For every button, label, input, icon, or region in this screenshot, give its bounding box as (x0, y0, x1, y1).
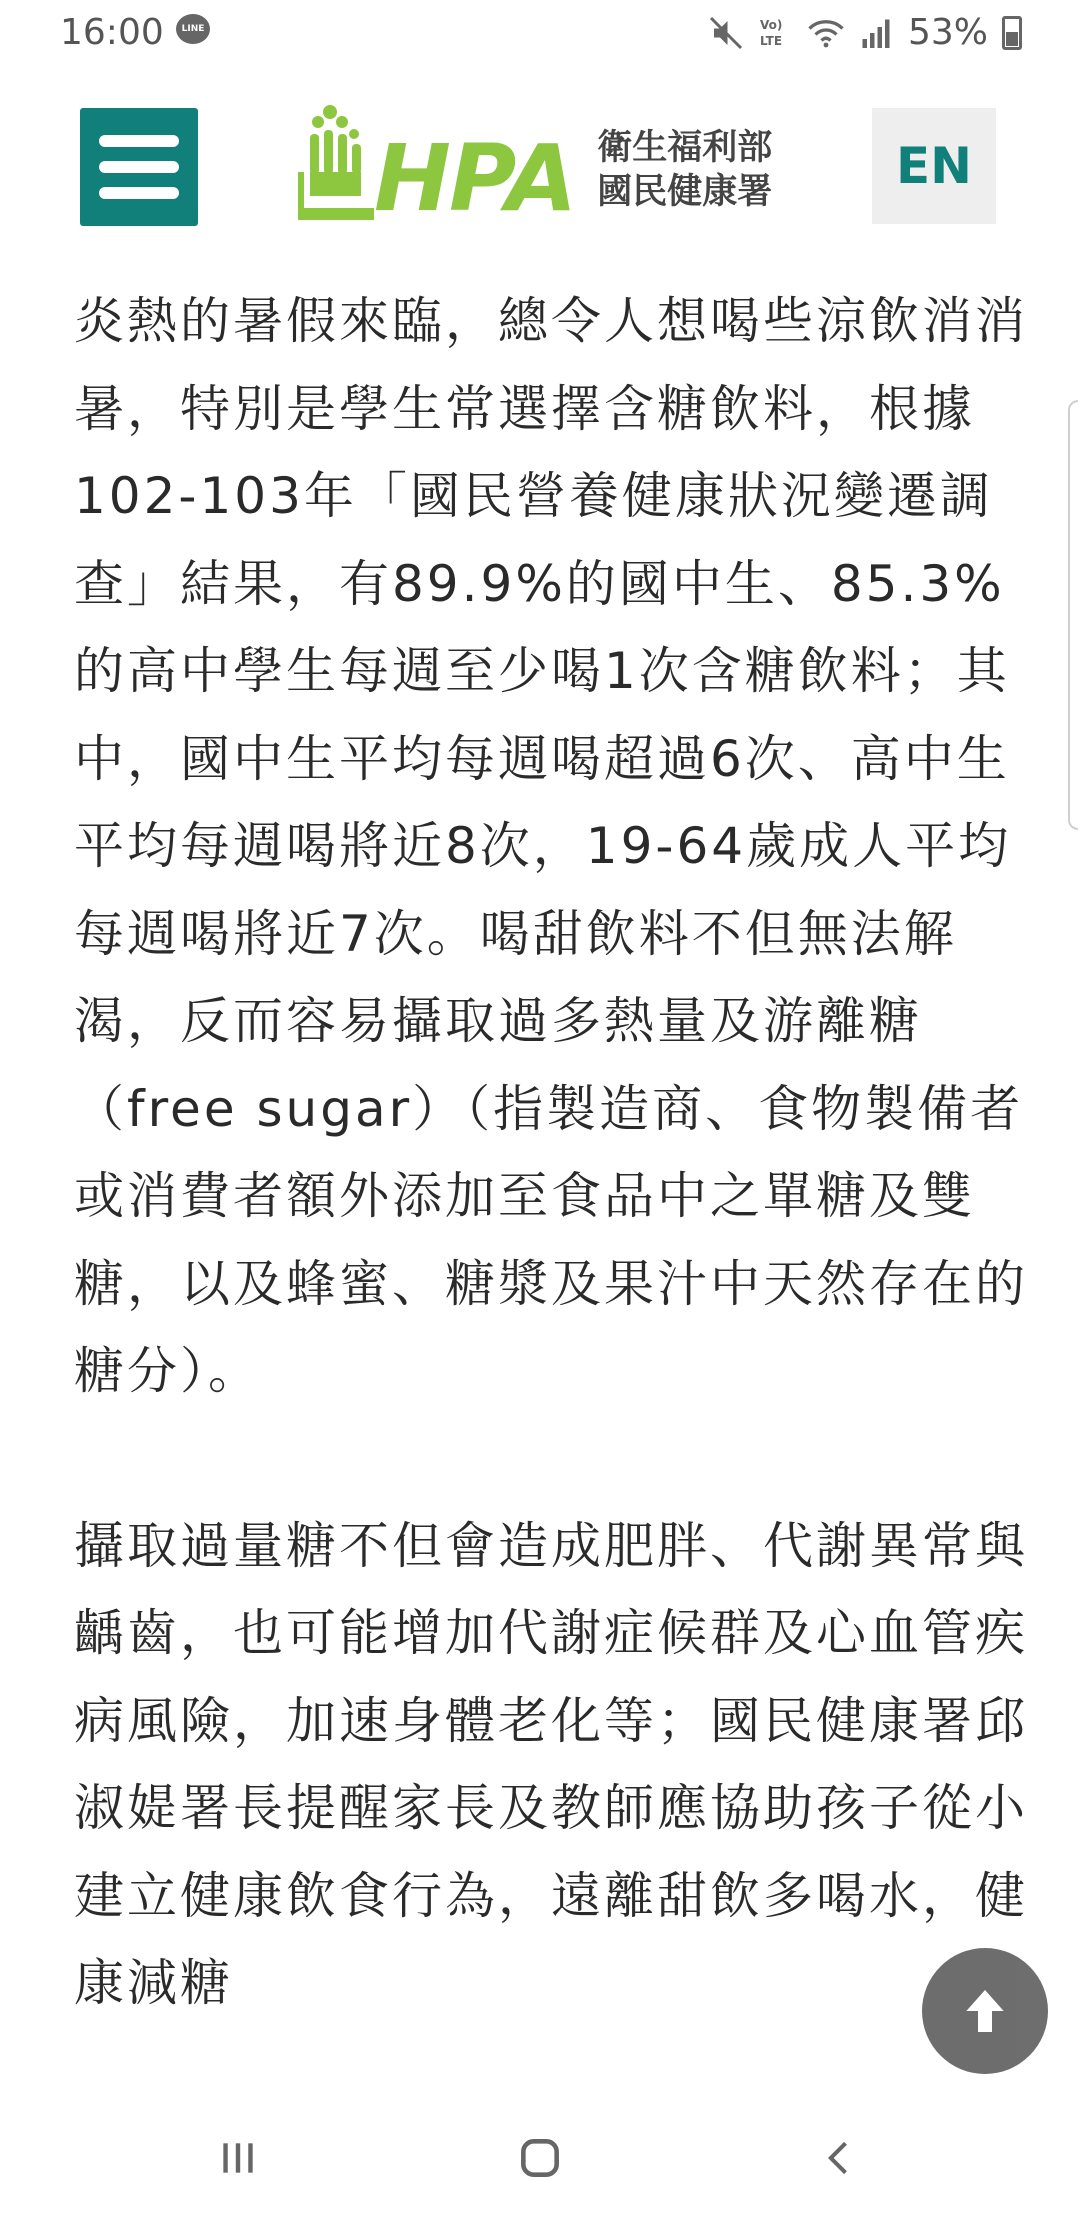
status-time: 16:00 (60, 12, 164, 53)
volte-icon (758, 15, 794, 51)
article-paragraph: 攝取過量糖不但會造成肥胖、代謝異常與齲齒，也可能增加代謝症候群及心血管疾病風險，加速身體老化等；國民健康署邱淑媞署長提醒家長及教師應協助孩子從小建立健康飲食行為，遠離甜飲多喝水，健康減糖 (74, 1516, 1028, 2012)
home-button[interactable] (500, 2128, 580, 2188)
home-icon (515, 2133, 565, 2183)
hamburger-icon-bar (99, 187, 179, 199)
back-icon (818, 2136, 862, 2180)
signal-icon (858, 15, 894, 51)
hand-logo-icon (290, 100, 380, 230)
org-name-line1: 衛生福利部 (597, 128, 773, 168)
scroll-indicator[interactable] (1068, 400, 1078, 830)
logo-org-name (597, 126, 797, 214)
arrow-up-icon (957, 1983, 1013, 2039)
hamburger-icon-bar (99, 161, 179, 173)
scroll-to-top-button[interactable] (922, 1948, 1048, 2074)
recent-apps-button[interactable] (198, 2128, 278, 2188)
battery-icon (1002, 16, 1022, 50)
hpa-logo[interactable] (290, 100, 797, 230)
article-paragraph: 炎熱的暑假來臨，總令人想喝些涼飲消消暑，特別是學生常選擇含糖飲料，根據102-103年「國民營養健康狀況變遷調查」結果，有89.9%的國中生、85.3%的高中學生每週至少喝1次含糖飲料；其中，國中生平均每週喝超過6次、高中生平均每週喝將近8次，19-64歲成人平均每週喝將近7次。喝甜飲料不但無法解渴，反而容易攝取過多熱量及游離糖（free sugar）（指製造商、食物製備者或消費者額外添加至食品中之單糖及雙糖，以及蜂蜜、糖漿及果汁中天然存在的糖分）。 (74, 292, 1028, 1400)
article-body (74, 278, 1034, 2028)
logo-wordmark: HPA (374, 124, 576, 232)
battery-percent: 53% (907, 12, 988, 53)
language-en-button[interactable]: EN (872, 108, 996, 224)
line-icon: LINE (176, 14, 210, 44)
menu-button[interactable] (80, 108, 198, 226)
status-bar (0, 0, 1080, 72)
svg-text:Vo): Vo) (759, 17, 783, 32)
svg-text:LTE: LTE (759, 33, 783, 48)
recent-apps-icon (216, 2136, 260, 2180)
wifi-icon (808, 15, 844, 51)
status-icons (708, 12, 1022, 53)
back-button[interactable] (800, 2128, 880, 2188)
hamburger-icon (99, 135, 179, 147)
site-header (0, 100, 1080, 230)
system-nav-bar (0, 2100, 1080, 2220)
org-name-line2: 國民健康署 (597, 172, 773, 212)
mute-icon (708, 15, 744, 51)
